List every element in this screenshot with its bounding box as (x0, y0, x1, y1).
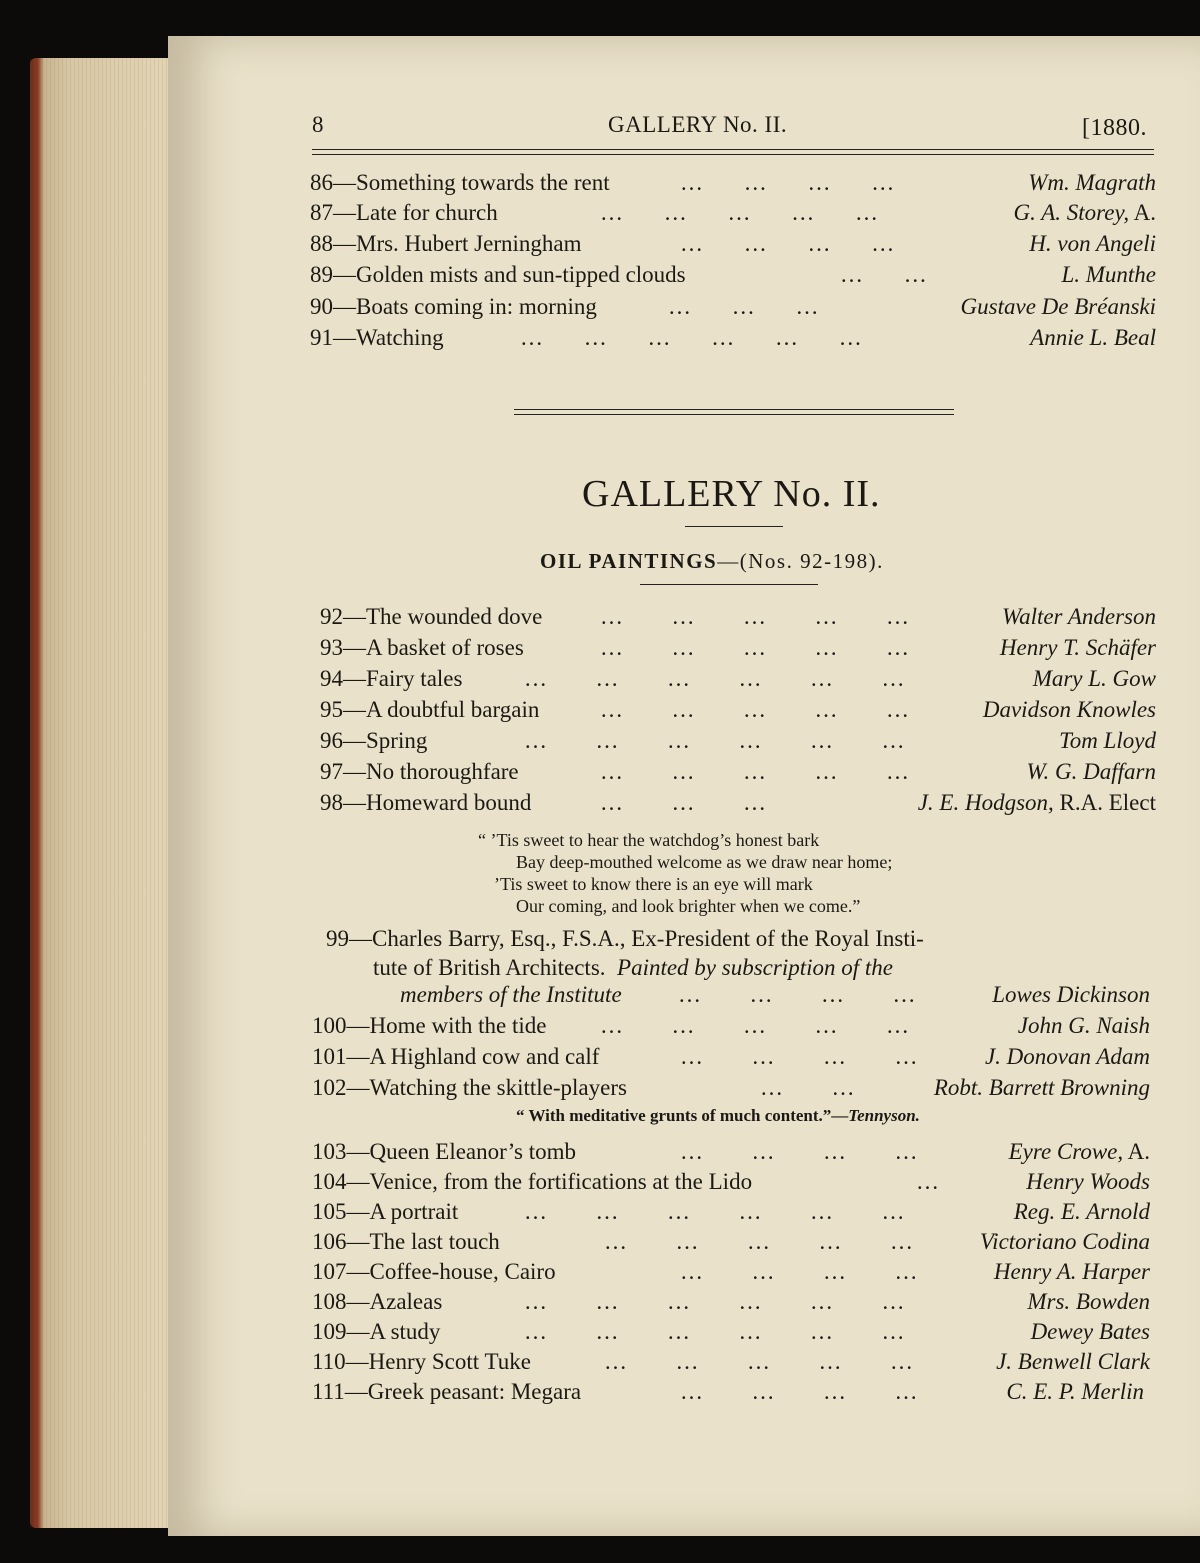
entry-title: Golden mists and sun-tipped clouds (356, 262, 686, 287)
entry-number: 95 (320, 697, 343, 722)
running-title: GALLERY No. II. (608, 112, 788, 137)
entry-title: A basket of roses (366, 635, 524, 660)
entry-title: Boats coming in: morning (356, 294, 597, 319)
list-item: 111—Greek peasant: Megara … … … … C. E. P. Merlin (312, 1379, 1144, 1404)
entry-artist: H. von Angeli (1029, 231, 1156, 256)
entry-title: The last touch (369, 1229, 500, 1254)
entry-number: 94 (320, 666, 343, 691)
entry-artist: J. E. Hodgson, R.A. Elect (917, 790, 1156, 815)
entry-artist: Mrs. Bowden (1027, 1289, 1150, 1314)
entry-artist: C. E. P. Merlin (1006, 1379, 1144, 1404)
entry-title: Watching (356, 325, 444, 350)
entry-number: 89 (310, 262, 333, 287)
entry-number: 92 (320, 604, 343, 629)
section-divider (514, 414, 954, 415)
entry-title: A doubtful bargain (366, 697, 540, 722)
entry-title: Late for church (356, 200, 498, 225)
entry-number: 90 (310, 294, 333, 319)
title-rule (685, 526, 783, 527)
entry-number: 98 (320, 790, 343, 815)
list-item: 93—A basket of roses … … … … … Henry T. Schäfer (320, 635, 1156, 660)
entry-number: 102 (312, 1075, 347, 1100)
section-title: GALLERY No. II. (582, 473, 881, 515)
entry-artist: Tom Lloyd (1059, 728, 1156, 753)
entry-title: Homeward bound (366, 790, 532, 815)
list-item: 95—A doubtful bargain … … … … … Davidson Knowles (320, 697, 1156, 722)
entry-title: tute of British Architects. (373, 955, 606, 980)
list-item: 94—Fairy tales … … … … … … Mary L. Gow (320, 666, 1156, 691)
entry-number: 103 (312, 1139, 347, 1164)
list-item: 107—Coffee-house, Cairo … … … … Henry A. Harper (312, 1259, 1150, 1284)
entry-number: 93 (320, 635, 343, 660)
list-item: 92—The wounded dove … … … … … Walter Anderson (320, 604, 1156, 629)
entry-title: Something towards the rent (356, 170, 610, 195)
list-item: 98—Homeward bound … … … J. E. Hodgson, R.A. Elect (320, 790, 1156, 815)
list-item: 88—Mrs. Hubert Jerningham … … … … H. von Angeli (310, 231, 1156, 256)
list-item: 97—No thoroughfare … … … … … W. G. Daffarn (320, 759, 1156, 784)
list-item: 86—Something towards the rent … … … … Wm. Magrath (310, 170, 1156, 195)
entry-artist: J. Benwell Clark (996, 1349, 1150, 1374)
entry-title: Home with the tide (369, 1013, 547, 1038)
entry-number: 101 (312, 1044, 347, 1069)
entry-artist: G. A. Storey, A. (1013, 200, 1156, 225)
list-item: 104—Venice, from the fortifications at the Lido … Henry Woods (312, 1169, 1150, 1194)
entry-number: 87 (310, 200, 333, 225)
list-item: 101—A Highland cow and calf … … … … J. Donovan Adam (312, 1044, 1150, 1069)
entry-note: members of the Institute (400, 982, 622, 1007)
list-item: 106—The last touch … … … … … Victoriano Codina (312, 1229, 1150, 1254)
entry-title: Watching the skittle-players (369, 1075, 627, 1100)
entry-artist: Wm. Magrath (1028, 170, 1156, 195)
entry-number: 88 (310, 231, 333, 256)
entry-note: Painted by subscription of the (617, 955, 893, 980)
list-item: 91—Watching … … … … … … Annie L. Beal (310, 325, 1156, 350)
entry-title: Venice, from the fortifications at the Lido (369, 1169, 753, 1194)
entry-title: Fairy tales (366, 666, 463, 691)
entry-title: Azaleas (369, 1289, 443, 1314)
entry-quote: ’Tis sweet to know there is an eye will mark (494, 874, 813, 894)
entry-title: No thoroughfare (366, 759, 519, 784)
entry-artist: Gustave De Bréanski (960, 294, 1156, 319)
entry-title: Charles Barry, Esq., F.S.A., Ex-President of the Royal Insti- (372, 926, 924, 951)
list-item: 105—A portrait … … … … … … Reg. E. Arnold (312, 1199, 1150, 1224)
list-item: 96—Spring … … … … … … Tom Lloyd (320, 728, 1156, 753)
entry-number: 96 (320, 728, 343, 753)
page-number: 8 (312, 112, 324, 137)
entry-number: 107 (312, 1259, 347, 1284)
list-item: 90—Boats coming in: morning … … … Gustave De Bréanski (310, 294, 1156, 319)
entry-title: A study (369, 1319, 441, 1344)
entry-number: 106 (312, 1229, 347, 1254)
section-divider (514, 409, 954, 410)
entry-title: Mrs. Hubert Jerningham (356, 231, 582, 256)
entry-title: Spring (366, 728, 428, 753)
header-rule (312, 149, 1154, 150)
list-item: 103—Queen Eleanor’s tomb … … … … Eyre Crowe, A. (312, 1139, 1150, 1164)
list-item: 87—Late for church … … … … … G. A. Storey, A. (310, 200, 1156, 225)
list-item: 89—Golden mists and sun-tipped clouds … … L. Munthe (310, 262, 1156, 287)
entry-number: 110 (312, 1349, 346, 1374)
list-item-continuation: members of the Institute … … … … Lowes Dickinson (400, 982, 1150, 1007)
entry-number: 108 (312, 1289, 347, 1314)
entry-title: Henry Scott Tuke (368, 1349, 531, 1374)
list-item: 110—Henry Scott Tuke … … … … … J. Benwell Clark (312, 1349, 1150, 1374)
entry-quote: Our coming, and look brighter when we come.” (516, 896, 861, 916)
entry-artist: Dewey Bates (1030, 1319, 1150, 1344)
entry-artist: Mary L. Gow (1032, 666, 1156, 691)
entry-artist: Victoriano Codina (979, 1229, 1150, 1254)
entry-artist: Henry T. Schäfer (999, 635, 1156, 660)
entry-artist: Henry Woods (1026, 1169, 1150, 1194)
section-subtitle: OIL PAINTINGS—(Nos. 92-198). (540, 549, 884, 573)
entry-title: Queen Eleanor’s tomb (369, 1139, 577, 1164)
list-item-continuation (0, 955, 1200, 985)
entry-artist: Eyre Crowe, A. (1008, 1139, 1150, 1164)
entry-artist: Reg. E. Arnold (1013, 1199, 1150, 1224)
entry-artist: W. G. Daffarn (1026, 759, 1156, 784)
entry-title: The wounded dove (366, 604, 543, 629)
entry-number: 109 (312, 1319, 347, 1344)
entry-artist: Davidson Knowles (982, 697, 1156, 722)
entry-number: 100 (312, 1013, 347, 1038)
list-item: 100—Home with the tide … … … … … John G. Naish (312, 1013, 1150, 1038)
header-rule (312, 154, 1154, 155)
entry-artist: Lowes Dickinson (992, 982, 1150, 1007)
list-item: 109—A study … … … … … … Dewey Bates (312, 1319, 1150, 1344)
entry-number: 86 (310, 170, 333, 195)
entry-number: 104 (312, 1169, 347, 1194)
entry-artist: J. Donovan Adam (984, 1044, 1150, 1069)
entry-title: Greek peasant: Megara (367, 1379, 582, 1404)
entry-artist: John G. Naish (1017, 1013, 1150, 1038)
year: [1880. (1082, 115, 1147, 141)
entry-number: 91 (310, 325, 333, 350)
entry-artist: Robt. Barrett Browning (933, 1075, 1150, 1100)
entry-quote: Bay deep-mouthed welcome as we draw near home; (516, 852, 893, 872)
entry-title: Coffee-house, Cairo (369, 1259, 556, 1284)
quote-attribution: Tennyson. (848, 1106, 920, 1125)
entry-title: A Highland cow and calf (369, 1044, 600, 1069)
entry-artist: Henry A. Harper (993, 1259, 1150, 1284)
entry-artist: L. Munthe (1061, 262, 1156, 287)
entry-number: 99 (326, 926, 349, 951)
entry-artist: Walter Anderson (1002, 604, 1156, 629)
list-item: 108—Azaleas … … … … … … Mrs. Bowden (312, 1289, 1150, 1314)
subtitle-rule (640, 584, 818, 585)
entry-number: 105 (312, 1199, 347, 1224)
entry-artist: Annie L. Beal (1030, 325, 1156, 350)
entry-quote: “ With meditative grunts of much content.”—Tennyson. (516, 1106, 920, 1125)
entry-quote: “ ’Tis sweet to hear the watchdog’s honest bark (478, 830, 820, 850)
entry-number: 97 (320, 759, 343, 784)
list-item: 99—Charles Barry, Esq., F.S.A., Ex-President of the Royal Insti- (326, 926, 924, 951)
entry-number: 111 (312, 1379, 345, 1404)
list-item: 102—Watching the skittle-players … … Robt. Barrett Browning (312, 1075, 1150, 1100)
entry-title: A portrait (369, 1199, 459, 1224)
